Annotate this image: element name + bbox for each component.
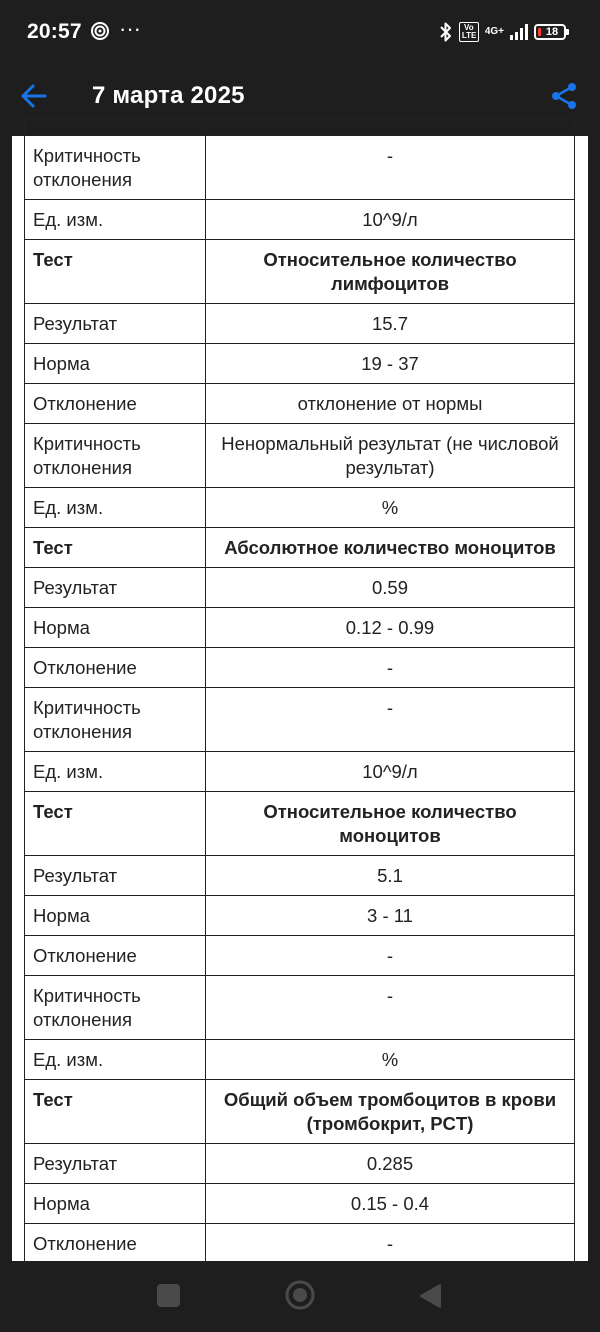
table-row (25, 424, 575, 488)
row-label: Результат (25, 568, 206, 608)
battery-indicator (534, 24, 566, 40)
row-value: - (206, 648, 575, 688)
row-label: Результат (25, 304, 206, 344)
row-value: 0.15 - 0.4 (206, 1184, 575, 1224)
row-label: Критичность отклонения (25, 688, 206, 752)
table-row (25, 1144, 575, 1184)
table-row (25, 648, 575, 688)
table-row (25, 568, 575, 608)
row-label: Норма (25, 896, 206, 936)
table-row (25, 688, 575, 752)
row-label: Ед. изм. (25, 488, 206, 528)
network-type: 4G+ (484, 26, 504, 37)
row-label: Отклонение (25, 1224, 206, 1264)
table-row (25, 752, 575, 792)
row-value: 10^9/л (206, 752, 575, 792)
results-table-body (25, 120, 575, 1328)
table-row (25, 344, 575, 384)
row-value: - (206, 136, 575, 200)
row-value: 15.7 (206, 304, 575, 344)
row-value: - (206, 1224, 575, 1264)
row-label: Норма (25, 608, 206, 648)
test-header-row (25, 792, 575, 856)
bluetooth-icon (439, 21, 453, 43)
table-row (25, 304, 575, 344)
arrow-left-icon[interactable] (18, 80, 50, 112)
row-value: 0.285 (206, 1144, 575, 1184)
row-label: Результат (25, 1144, 206, 1184)
table-row (25, 936, 575, 976)
row-label: Критичность отклонения (25, 424, 206, 488)
row-label: Отклонение (25, 648, 206, 688)
table-row (25, 120, 575, 136)
table-row (25, 896, 575, 936)
row-label (25, 120, 206, 136)
results-content[interactable] (12, 136, 588, 1261)
table-row (25, 976, 575, 1040)
row-value: % (206, 488, 575, 528)
row-label: Тест (25, 240, 206, 304)
row-label: Отклонение (25, 936, 206, 976)
row-value: отклонение от нормы (206, 384, 575, 424)
row-label: Тест (25, 792, 206, 856)
more-notifications-icon: ··· (119, 16, 141, 41)
row-label: Норма (25, 1184, 206, 1224)
volte-badge: Vo LTE (459, 22, 479, 42)
row-value: 5.1 (206, 856, 575, 896)
battery-level: 18 (545, 26, 559, 38)
row-label: Норма (25, 344, 206, 384)
row-label: Отклонение (25, 384, 206, 424)
table-row (25, 384, 575, 424)
row-value: Общий объем тромбоцитов в крови (тромбокрит, PCT) (206, 1080, 575, 1144)
share-icon[interactable] (548, 80, 580, 112)
row-value: % (206, 1040, 575, 1080)
recent-apps-button[interactable] (157, 1284, 180, 1307)
row-value (206, 120, 575, 136)
swirl-icon (90, 21, 110, 41)
home-button[interactable] (284, 1279, 316, 1311)
row-label: Критичность отклонения (25, 136, 206, 200)
row-value: Абсолютное количество моноцитов (206, 528, 575, 568)
nav-back-button[interactable] (418, 1282, 442, 1310)
row-label: Ед. изм. (25, 1040, 206, 1080)
row-value: Относительное количество лимфоцитов (206, 240, 575, 304)
row-value: Относительное количество моноцитов (206, 792, 575, 856)
row-label: Ед. изм. (25, 200, 206, 240)
test-header-row (25, 528, 575, 568)
signal-icon (510, 24, 528, 40)
row-label: Ед. изм. (25, 752, 206, 792)
row-value: Ненормальный результат (не числовой результат) (206, 424, 575, 488)
table-row (25, 1184, 575, 1224)
table-row (25, 1224, 575, 1264)
system-nav-bar (0, 1261, 600, 1332)
row-value: 10^9/л (206, 200, 575, 240)
row-value: - (206, 688, 575, 752)
row-value: 0.12 - 0.99 (206, 608, 575, 648)
status-icons (439, 20, 566, 44)
results-table (24, 119, 575, 1328)
test-header-row (25, 1080, 575, 1144)
table-row (25, 488, 575, 528)
row-label: Тест (25, 528, 206, 568)
row-value: 19 - 37 (206, 344, 575, 384)
row-value: - (206, 936, 575, 976)
row-label: Результат (25, 856, 206, 896)
test-header-row (25, 240, 575, 304)
row-label: Критичность отклонения (25, 976, 206, 1040)
row-value: 3 - 11 (206, 896, 575, 936)
status-bar (0, 0, 600, 64)
row-value: - (206, 976, 575, 1040)
row-label: Тест (25, 1080, 206, 1144)
status-time: 20:57 (27, 20, 82, 43)
table-row (25, 608, 575, 648)
table-row (25, 136, 575, 200)
table-row (25, 1040, 575, 1080)
table-row (25, 856, 575, 896)
row-value: 0.59 (206, 568, 575, 608)
page-title: 7 марта 2025 (92, 82, 245, 109)
table-row (25, 200, 575, 240)
